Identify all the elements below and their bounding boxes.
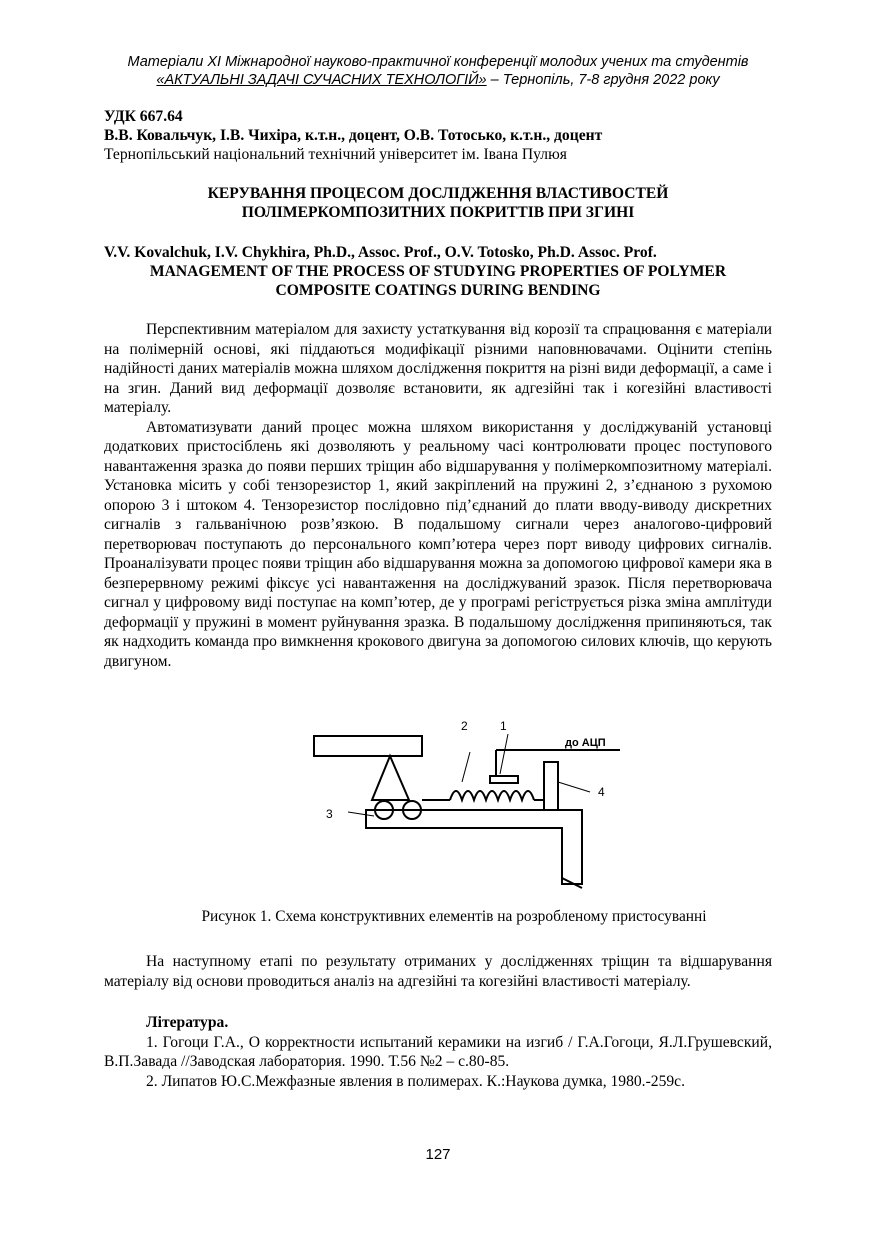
title-ua-line-1: КЕРУВАННЯ ПРОЦЕСОМ ДОСЛІДЖЕННЯ ВЛАСТИВОСТЕЙ <box>207 185 669 202</box>
references-section <box>104 1013 772 1091</box>
setup-schematic <box>300 712 630 897</box>
base-frame <box>366 810 582 884</box>
title-en-line-2: COMPOSITE COATINGS DURING BENDING <box>275 282 601 299</box>
title-ua-line-2: ПОЛІМЕРКОМПОЗИТНИХ ПОКРИТТІВ ПРИ ЗГИНІ <box>241 204 635 221</box>
strain-gauge <box>490 776 518 783</box>
title-ua <box>104 184 772 222</box>
conclusion-paragraph: На наступному етапі по результату отриманих у дослідженнях тріщин та відшарування матеріалу від основи проводиться аналіз на адгезійні та когезійні властивості матеріалу. <box>104 953 772 990</box>
label-2: 2 <box>461 719 468 733</box>
conference-header <box>60 53 816 89</box>
reference-item: 1. Гогоци Г.А., О корректности испытаний керамики на изгиб / Г.А.Гогоци, Я.Л.Грушевский, В.П.Завада //Заводская лаборатория. 1990. Т.56 №2 – с.80-85. <box>104 1033 772 1070</box>
page-number: 127 <box>425 1146 451 1163</box>
authors-ua: В.В. Ковальчук, І.В. Чихіра, к.т.н., доцент, О.В. Тотосько, к.т.н., доцент <box>104 127 603 144</box>
header-line-2 <box>60 71 816 89</box>
label-4: 4 <box>598 785 605 799</box>
title-en <box>104 262 772 300</box>
label-3: 3 <box>326 807 333 821</box>
references-heading: Література. <box>146 1014 229 1031</box>
authors-en: V.V. Kovalchuk, I.V. Chykhira, Ph.D., Assoc. Prof., O.V. Totosko, Ph.D. Assoc. Prof. <box>104 244 657 261</box>
conclusion-text <box>104 952 772 991</box>
top-plate <box>314 736 422 756</box>
support-triangle <box>372 756 409 800</box>
conference-place-date: – Тернопіль, 7-8 грудня 2022 року <box>486 72 720 88</box>
paragraph: Перспективним матеріалом для захисту устаткування від корозії та спрацювання є матеріали на полімерній основі, які піддаються модифікації різними наповнювачами. Оцінити степінь надійності даних матеріалів можна шляхом дослідження покриття на різні види деформації, а саме і на згин. Даний вид деформації дозволяє встановити, як адгезійні так і когезійні властивості матеріалу. <box>104 321 772 416</box>
paragraph: Автоматизувати даний процес можна шляхом використання у досліджуваній установці додаткових пристосіблень які дозволяють у реальному часі контролювати процес поступового навантаження зразка до появи перших тріщин або відшарування у полімеркомпозитному матеріалі. Установка місить у собі тензорезистор 1, який закріплений на пружині 2, з’єднаною з рухомою опорою 3 і штоком 4. Тензорезистор послідовно під’єднаний до плати вводу-виводу дискретних сигналів з гальванічною розв’язкою. В подальшому сигнали через аналогово-цифровий перетворювач поступають до персонального комп’ютера через порт виводу цифрових сигналів. Проаналізувати процес появи тріщин або відшарування можна за допомогою цифрової камери яка в безперервному режимі фіксує усі навантаження на досліджуваний зразок. Після перетворювача сигнал у цифровому виді поступає на комп’ютер, де у програмі регіструється різка зміна амплітуди деформації у пружині в момент руйнування зразка. В подальшому дослідження припиняються, так як надходить команда про вимкнення крокового двигуна за допомогою силових ключів, що керують двигуном. <box>104 418 772 670</box>
header-line-1: Матеріали XI Міжнародної науково-практичної конференції молодих учених та студентів <box>127 54 749 70</box>
label-adc: до АЦП <box>565 737 606 749</box>
udk-code: УДК 667.64 <box>104 108 183 125</box>
rod <box>544 762 558 810</box>
reference-item: 2. Липатов Ю.С.Межфазные явления в полимерах. К.:Наукова думка, 1980.-259с. <box>146 1072 685 1090</box>
conference-name: «АКТУАЛЬНІ ЗАДАЧІ СУЧАСНИХ ТЕХНОЛОГІЙ» <box>156 72 487 88</box>
body-text <box>104 320 772 671</box>
label-1: 1 <box>500 719 507 733</box>
figure-caption: Рисунок 1. Схема конструктивних елементів на розробленому пристосуванні <box>201 908 707 925</box>
affiliation: Тернопільський національний технічний університет ім. Івана Пулюя <box>104 146 567 163</box>
spring <box>450 791 534 800</box>
title-en-line-1: MANAGEMENT OF THE PROCESS OF STUDYING PROPERTIES OF POLYMER <box>149 263 727 280</box>
